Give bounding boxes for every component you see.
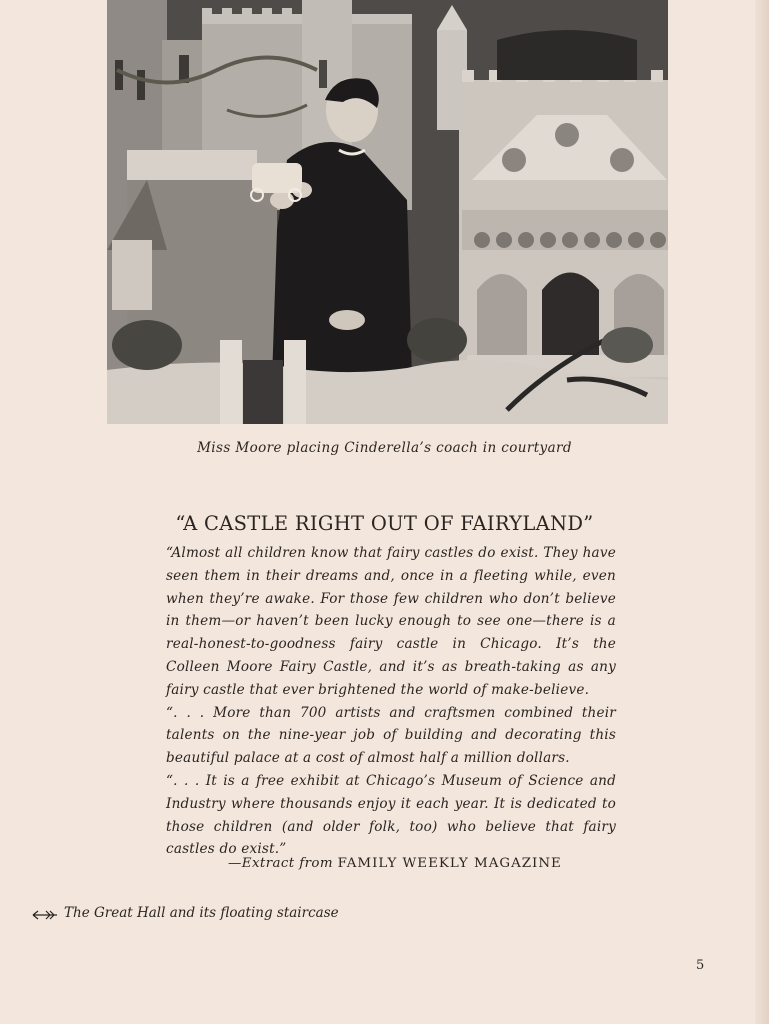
article-body — [166, 542, 616, 861]
side-note-text: The Great Hall and its floating staircase — [64, 905, 339, 921]
attribution-prefix: —Extract from — [228, 856, 333, 871]
side-note — [32, 905, 339, 921]
photo-caption: Miss Moore placing Cinderella’s coach in courtyard — [197, 440, 572, 456]
article-title: “A CASTLE RIGHT OUT OF FAIRYLAND” — [175, 512, 594, 535]
castle-photo — [107, 0, 668, 424]
arrow-left-icon — [32, 908, 58, 918]
article-paragraph: “. . . More than 700 artists and craftsmen combined their talents on the nine-year job of building and decorating this beautiful palace at a cost of almost half a million dollars. — [166, 704, 616, 767]
article-paragraph: “. . . It is a free exhibit at Chicago’s Museum of Science and Industry where thousands enjoy it each year. It is dedicated to those children (and older folk, too) who believe that fairy castles do exist.” — [166, 772, 616, 858]
attribution-source: FAMILY WEEKLY MAGAZINE — [337, 856, 562, 871]
article-paragraph: “Almost all children know that fairy castles do exist. They have seen them in their dreams and, once in a fleeting while, even when they’re awake. For those few children who don’t believe in them—or haven’t been lucky enough to see one—there is a real-honest-to-goodness fairy castle in Chicago. It’s the Colleen Moore Fairy Castle, and it’s as breath-taking as any fairy castle that ever brightened the world of make-believe. — [166, 545, 616, 698]
attribution — [228, 856, 562, 871]
page-number: 5 — [696, 958, 705, 973]
